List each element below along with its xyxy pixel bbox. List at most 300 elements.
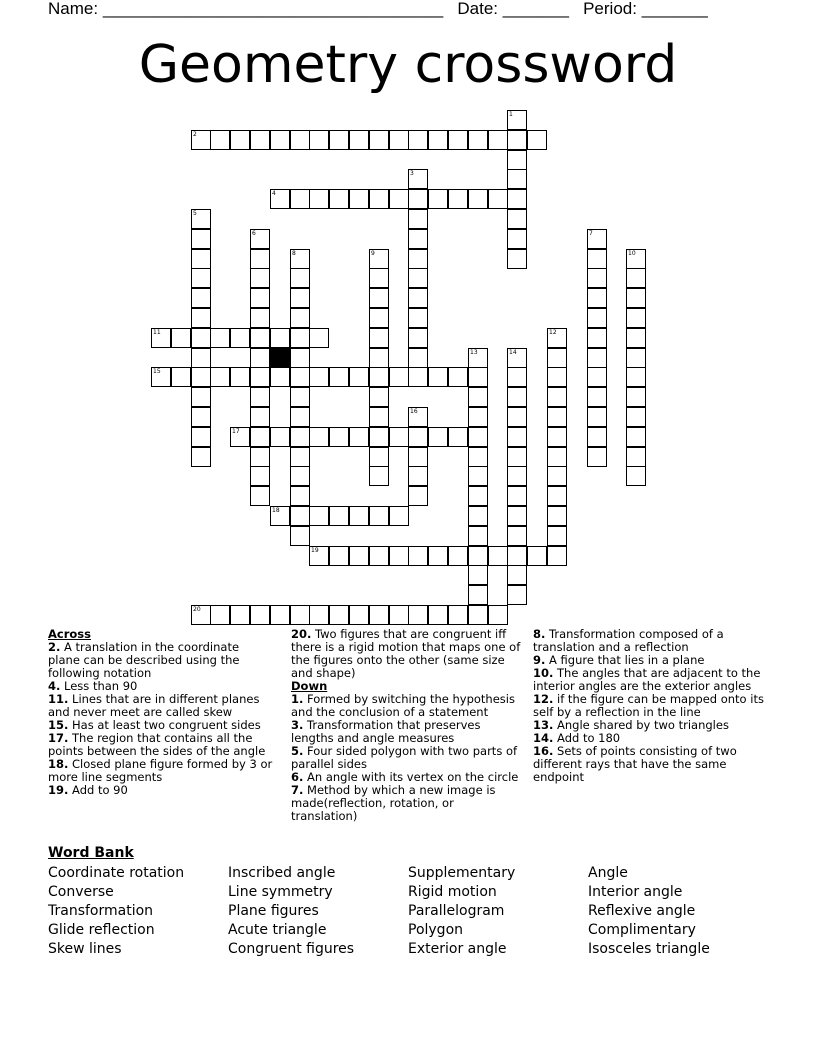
word-bank-column-2 — [228, 864, 354, 959]
grid-cell[interactable] — [468, 367, 488, 387]
clue-number-label: 6. — [291, 770, 304, 784]
grid-cell[interactable] — [349, 605, 369, 625]
grid-cell[interactable] — [369, 506, 389, 526]
page-title: Geometry crossword — [138, 35, 678, 95]
clue-number-label: 20. — [291, 627, 312, 641]
grid-cell[interactable] — [191, 209, 211, 229]
clue-number: 5 — [193, 210, 197, 217]
grid-cell[interactable] — [270, 427, 290, 447]
clue-number-label: 15. — [48, 718, 69, 732]
clue-number-label: 17. — [48, 731, 69, 745]
grid-cell[interactable] — [587, 328, 607, 348]
clue-number-label: 10. — [533, 666, 554, 680]
grid-cell[interactable] — [408, 288, 428, 308]
clue-item — [291, 628, 523, 680]
grid-cell[interactable] — [626, 328, 646, 348]
grid-cell[interactable] — [547, 407, 567, 427]
grid-cell[interactable] — [428, 130, 448, 150]
grid-cell[interactable] — [448, 427, 468, 447]
clue-item — [48, 784, 274, 797]
grid-cell[interactable] — [507, 367, 527, 387]
grid-cell[interactable] — [369, 268, 389, 288]
grid-cell[interactable] — [369, 367, 389, 387]
grid-cell[interactable] — [626, 466, 646, 486]
grid-cell[interactable] — [191, 367, 211, 387]
grid-cell[interactable] — [230, 367, 250, 387]
grid-cell[interactable] — [547, 546, 567, 566]
clue-text: A figure that lies in a plane — [545, 653, 705, 667]
grid-cell[interactable] — [329, 506, 349, 526]
grid-cell[interactable] — [191, 605, 211, 625]
clue-item — [291, 719, 523, 745]
grid-cell[interactable] — [428, 546, 448, 566]
grid-cell[interactable] — [349, 427, 369, 447]
clue-number: 16 — [410, 408, 418, 415]
grid-cell[interactable] — [448, 605, 468, 625]
grid-cell[interactable] — [250, 466, 270, 486]
grid-cell[interactable] — [191, 328, 211, 348]
grid-cell[interactable] — [210, 605, 230, 625]
grid-cell[interactable] — [191, 427, 211, 447]
grid-cell[interactable] — [507, 229, 527, 249]
grid-cell[interactable] — [626, 447, 646, 467]
grid-cell[interactable] — [428, 367, 448, 387]
grid-cell[interactable] — [468, 407, 488, 427]
name-label: Name: — [48, 0, 99, 18]
grid-cell[interactable] — [369, 427, 389, 447]
grid-cell[interactable] — [587, 268, 607, 288]
grid-cell[interactable] — [270, 605, 290, 625]
grid-cell[interactable] — [329, 546, 349, 566]
grid-cell[interactable] — [507, 130, 527, 150]
grid-cell[interactable] — [290, 407, 310, 427]
grid-cell[interactable] — [369, 308, 389, 328]
clue-number-label: 13. — [533, 718, 554, 732]
grid-cell[interactable] — [547, 486, 567, 506]
word-bank-item: Skew lines — [48, 941, 122, 957]
grid-cell[interactable] — [547, 427, 567, 447]
clue-number: 6 — [252, 230, 256, 237]
word-bank-item: Polygon — [408, 922, 464, 938]
grid-cell[interactable] — [369, 447, 389, 467]
grid-cell[interactable] — [626, 407, 646, 427]
grid-cell[interactable] — [349, 130, 369, 150]
grid-cell[interactable] — [587, 387, 607, 407]
grid-cell[interactable] — [290, 189, 310, 209]
grid-cell[interactable] — [507, 169, 527, 189]
grid-cell[interactable] — [309, 506, 329, 526]
grid-cell[interactable] — [250, 130, 270, 150]
grid-cell[interactable] — [191, 130, 211, 150]
grid-cell[interactable] — [408, 249, 428, 269]
grid-cell[interactable] — [468, 506, 488, 526]
grid-cell[interactable] — [448, 189, 468, 209]
grid-cell[interactable] — [230, 328, 250, 348]
grid-cell[interactable] — [230, 427, 250, 447]
grid-cell[interactable] — [468, 526, 488, 546]
grid-cell[interactable] — [408, 367, 428, 387]
grid-cell[interactable] — [290, 268, 310, 288]
grid-cell[interactable] — [290, 605, 310, 625]
grid-cell[interactable] — [309, 130, 329, 150]
grid-cell[interactable] — [547, 466, 567, 486]
grid-cell[interactable] — [290, 249, 310, 269]
grid-cell[interactable] — [290, 387, 310, 407]
name-line[interactable]: ____________________________________ — [102, 0, 444, 18]
grid-cell[interactable] — [408, 268, 428, 288]
grid-cell[interactable] — [468, 348, 488, 368]
grid-cell[interactable] — [171, 367, 191, 387]
grid-cell[interactable] — [408, 605, 428, 625]
clue-number-label: 18. — [48, 757, 69, 771]
grid-cell[interactable] — [151, 367, 171, 387]
grid-cell[interactable] — [507, 348, 527, 368]
grid-cell[interactable] — [587, 447, 607, 467]
grid-cell[interactable] — [488, 189, 508, 209]
grid-cell[interactable] — [329, 427, 349, 447]
grid-cell[interactable] — [547, 447, 567, 467]
grid-cell[interactable] — [587, 308, 607, 328]
grid-cell[interactable] — [230, 605, 250, 625]
word-bank-item: Congruent figures — [228, 941, 355, 957]
word-bank-column-1 — [48, 864, 184, 959]
grid-cell[interactable] — [250, 348, 270, 368]
clue-column-2 — [291, 628, 523, 823]
grid-cell[interactable] — [369, 249, 389, 269]
clue-number: 19 — [311, 547, 319, 554]
grid-cell[interactable] — [191, 447, 211, 467]
grid-cell[interactable] — [270, 328, 290, 348]
grid-cell[interactable] — [250, 407, 270, 427]
grid-cell[interactable] — [527, 546, 547, 566]
grid-cell[interactable] — [290, 486, 310, 506]
word-bank-item: Reflexive angle — [588, 903, 696, 919]
clue-text: Transformation that preserves lengths and angle measures — [291, 718, 481, 745]
clue-text: Add to 180 — [553, 731, 621, 745]
grid-cell[interactable] — [250, 249, 270, 269]
grid-cell[interactable] — [230, 130, 250, 150]
grid-cell[interactable] — [290, 447, 310, 467]
grid-cell[interactable] — [428, 427, 448, 447]
grid-cell[interactable] — [290, 427, 310, 447]
grid-cell[interactable] — [250, 387, 270, 407]
grid-cell[interactable] — [290, 288, 310, 308]
grid-cell[interactable] — [468, 546, 488, 566]
grid-cell[interactable] — [408, 189, 428, 209]
word-bank-item: Angle — [588, 865, 628, 881]
grid-cell[interactable] — [408, 447, 428, 467]
grid-cell[interactable] — [408, 427, 428, 447]
grid-cell[interactable] — [329, 367, 349, 387]
grid-cell[interactable] — [587, 249, 607, 269]
clue-text: Formed by switching the hypothesis and the conclusion of a statement — [291, 692, 515, 719]
grid-cell[interactable] — [468, 565, 488, 585]
grid-cell[interactable] — [408, 466, 428, 486]
grid-cell[interactable] — [191, 249, 211, 269]
grid-cell[interactable] — [488, 130, 508, 150]
word-bank-item: Interior angle — [588, 884, 683, 900]
grid-cell[interactable] — [191, 407, 211, 427]
grid-cell[interactable] — [468, 447, 488, 467]
grid-cell[interactable] — [389, 546, 409, 566]
grid-cell[interactable] — [488, 546, 508, 566]
grid-cell[interactable] — [250, 427, 270, 447]
grid-cell[interactable] — [448, 367, 468, 387]
grid-cell[interactable] — [468, 189, 488, 209]
clue-number-label: 4. — [48, 679, 61, 693]
grid-cell[interactable] — [408, 130, 428, 150]
grid-cell[interactable] — [329, 605, 349, 625]
grid-cell[interactable] — [250, 308, 270, 328]
grid-cell[interactable] — [428, 605, 448, 625]
grid-cell[interactable] — [290, 328, 310, 348]
grid-cell[interactable] — [290, 526, 310, 546]
grid-cell[interactable] — [507, 506, 527, 526]
grid-cell[interactable] — [369, 407, 389, 427]
grid-cell[interactable] — [290, 308, 310, 328]
grid-cell[interactable] — [408, 308, 428, 328]
grid-cell[interactable] — [290, 506, 310, 526]
grid-cell[interactable] — [408, 169, 428, 189]
grid-cell[interactable] — [389, 427, 409, 447]
grid-cell[interactable] — [329, 189, 349, 209]
grid-cell[interactable] — [270, 189, 290, 209]
grid-cell[interactable] — [587, 407, 607, 427]
grid-cell[interactable] — [210, 367, 230, 387]
grid-cell[interactable] — [250, 605, 270, 625]
grid-cell[interactable] — [587, 427, 607, 447]
clue-item — [48, 641, 274, 680]
grid-cell[interactable] — [369, 466, 389, 486]
grid-cell[interactable] — [507, 486, 527, 506]
grid-cell[interactable] — [547, 526, 567, 546]
grid-cell[interactable] — [488, 605, 508, 625]
grid-cell[interactable] — [468, 130, 488, 150]
grid-cell[interactable] — [191, 348, 211, 368]
grid-cell[interactable] — [369, 387, 389, 407]
grid-cell[interactable] — [507, 407, 527, 427]
grid-cell[interactable] — [408, 407, 428, 427]
clue-number: 11 — [153, 329, 161, 336]
grid-cell[interactable] — [309, 189, 329, 209]
grid-cell[interactable] — [468, 387, 488, 407]
grid-cell[interactable] — [369, 189, 389, 209]
grid-cell[interactable] — [507, 526, 527, 546]
grid-cell[interactable] — [389, 189, 409, 209]
grid-cell[interactable] — [408, 486, 428, 506]
grid-cell[interactable] — [626, 268, 646, 288]
grid-cell[interactable] — [309, 546, 329, 566]
clue-number: 10 — [628, 250, 636, 257]
grid-cell[interactable] — [389, 367, 409, 387]
clue-text: Four sided polygon with two parts of parallel sides — [291, 744, 518, 771]
grid-cell[interactable] — [270, 506, 290, 526]
grid-cell[interactable] — [507, 387, 527, 407]
grid-cell[interactable] — [250, 268, 270, 288]
grid-cell[interactable] — [309, 367, 329, 387]
clue-text: Closed plane figure formed by 3 or more line segments — [48, 757, 273, 784]
word-bank-column-3 — [408, 864, 515, 959]
grid-cell[interactable] — [309, 427, 329, 447]
grid-cell[interactable] — [626, 249, 646, 269]
grid-cell[interactable] — [626, 427, 646, 447]
grid-cell[interactable] — [329, 130, 349, 150]
clue-text: Add to 90 — [68, 783, 128, 797]
clue-number-label: 7. — [291, 783, 304, 797]
clue-item — [533, 745, 769, 784]
grid-cell[interactable] — [250, 447, 270, 467]
clue-text: if the figure can be mapped onto its self by a reflection in the line — [533, 692, 764, 719]
grid-cell[interactable] — [250, 486, 270, 506]
grid-cell[interactable] — [626, 348, 646, 368]
grid-cell[interactable] — [250, 328, 270, 348]
grid-cell[interactable] — [250, 367, 270, 387]
grid-cell[interactable] — [349, 367, 369, 387]
grid-cell[interactable] — [626, 308, 646, 328]
grid-cell[interactable] — [250, 229, 270, 249]
grid-cell[interactable] — [626, 288, 646, 308]
grid-cell[interactable] — [191, 288, 211, 308]
grid-cell[interactable] — [547, 387, 567, 407]
grid-cell[interactable] — [507, 427, 527, 447]
word-bank-item: Transformation — [48, 903, 154, 919]
grid-cell[interactable] — [468, 466, 488, 486]
grid-cell[interactable] — [448, 130, 468, 150]
grid-cell[interactable] — [507, 189, 527, 209]
grid-cell[interactable] — [349, 189, 369, 209]
clue-item — [291, 784, 523, 823]
black-cell — [270, 348, 290, 368]
grid-cell[interactable] — [468, 486, 488, 506]
grid-cell[interactable] — [270, 130, 290, 150]
word-bank-item: Supplementary — [408, 865, 516, 881]
grid-cell[interactable] — [369, 546, 389, 566]
grid-cell[interactable] — [507, 209, 527, 229]
word-bank-column-4 — [588, 864, 710, 959]
grid-cell[interactable] — [290, 367, 310, 387]
clue-item — [291, 693, 523, 719]
word-bank-item: Complimentary — [588, 922, 696, 938]
grid-cell[interactable] — [191, 387, 211, 407]
word-bank-item: Inscribed angle — [228, 865, 336, 881]
grid-cell[interactable] — [389, 506, 409, 526]
grid-cell[interactable] — [448, 546, 468, 566]
grid-cell[interactable] — [507, 249, 527, 269]
word-bank-item: Exterior angle — [408, 941, 507, 957]
word-bank-item: Isosceles triangle — [588, 941, 710, 957]
grid-cell[interactable] — [408, 328, 428, 348]
grid-cell[interactable] — [369, 348, 389, 368]
clue-number: 18 — [272, 507, 280, 514]
grid-cell[interactable] — [507, 546, 527, 566]
grid-cell[interactable] — [587, 348, 607, 368]
grid-cell[interactable] — [507, 150, 527, 170]
grid-cell[interactable] — [507, 565, 527, 585]
grid-cell[interactable] — [389, 130, 409, 150]
word-bank-item: Coordinate rotation — [48, 865, 185, 881]
grid-cell[interactable] — [309, 605, 329, 625]
grid-cell[interactable] — [349, 506, 369, 526]
grid-cell[interactable] — [408, 546, 428, 566]
grid-cell[interactable] — [369, 605, 389, 625]
clue-number: 13 — [470, 349, 478, 356]
grid-cell[interactable] — [547, 506, 567, 526]
clue-number: 1 — [509, 111, 513, 118]
clue-number-label: 2. — [48, 640, 61, 654]
grid-cell[interactable] — [626, 367, 646, 387]
clue-number: 12 — [549, 329, 557, 336]
word-bank-title: Word Bank — [48, 845, 134, 861]
grid-cell[interactable] — [191, 308, 211, 328]
grid-cell[interactable] — [507, 466, 527, 486]
clue-text: Lines that are in different planes and never meet are called skew — [48, 692, 260, 719]
clue-text: Two figures that are congruent iff there is a rigid motion that maps one of the figures onto the other (same size and shape) — [291, 627, 521, 680]
grid-cell[interactable] — [587, 367, 607, 387]
grid-cell[interactable] — [210, 328, 230, 348]
grid-cell[interactable] — [369, 288, 389, 308]
grid-cell[interactable] — [309, 328, 329, 348]
clue-number-label: 1. — [291, 692, 304, 706]
grid-cell[interactable] — [290, 466, 310, 486]
grid-cell[interactable] — [507, 447, 527, 467]
grid-cell[interactable] — [369, 328, 389, 348]
clue-column-3 — [533, 628, 769, 784]
period-line[interactable]: _______ — [641, 0, 708, 18]
grid-cell[interactable] — [527, 130, 547, 150]
clue-item — [533, 693, 769, 719]
clue-number-label: 5. — [291, 744, 304, 758]
clue-number: 17 — [232, 428, 240, 435]
clue-text: Sets of points consisting of two different rays that have the same endpoint — [533, 744, 737, 784]
clue-item — [48, 693, 274, 719]
grid-cell[interactable] — [408, 209, 428, 229]
grid-cell[interactable] — [408, 348, 428, 368]
grid-cell[interactable] — [626, 387, 646, 407]
clue-number-label: 12. — [533, 692, 554, 706]
grid-cell[interactable] — [428, 189, 448, 209]
grid-cell[interactable] — [151, 328, 171, 348]
clue-text: Angle shared by two triangles — [553, 718, 729, 732]
grid-cell[interactable] — [547, 348, 567, 368]
grid-cell[interactable] — [349, 546, 369, 566]
grid-cell[interactable] — [468, 605, 488, 625]
grid-cell[interactable] — [290, 130, 310, 150]
grid-cell[interactable] — [587, 229, 607, 249]
grid-cell[interactable] — [507, 585, 527, 605]
grid-cell[interactable] — [270, 367, 290, 387]
grid-cell[interactable] — [507, 110, 527, 130]
grid-cell[interactable] — [191, 229, 211, 249]
period-label: Period: — [583, 0, 637, 18]
grid-cell[interactable] — [210, 130, 230, 150]
clue-number: 7 — [589, 230, 593, 237]
grid-cell[interactable] — [389, 605, 409, 625]
grid-cell[interactable] — [191, 268, 211, 288]
grid-cell[interactable] — [171, 328, 191, 348]
grid-cell[interactable] — [468, 427, 488, 447]
grid-cell[interactable] — [250, 288, 270, 308]
word-bank-item: Converse — [48, 884, 114, 900]
grid-cell[interactable] — [290, 348, 310, 368]
grid-cell[interactable] — [547, 328, 567, 348]
grid-cell[interactable] — [587, 288, 607, 308]
grid-cell[interactable] — [547, 367, 567, 387]
grid-cell[interactable] — [369, 130, 389, 150]
date-line[interactable]: _______ — [502, 0, 569, 18]
grid-cell[interactable] — [468, 585, 488, 605]
word-bank-item: Rigid motion — [408, 884, 497, 900]
grid-cell[interactable] — [408, 229, 428, 249]
